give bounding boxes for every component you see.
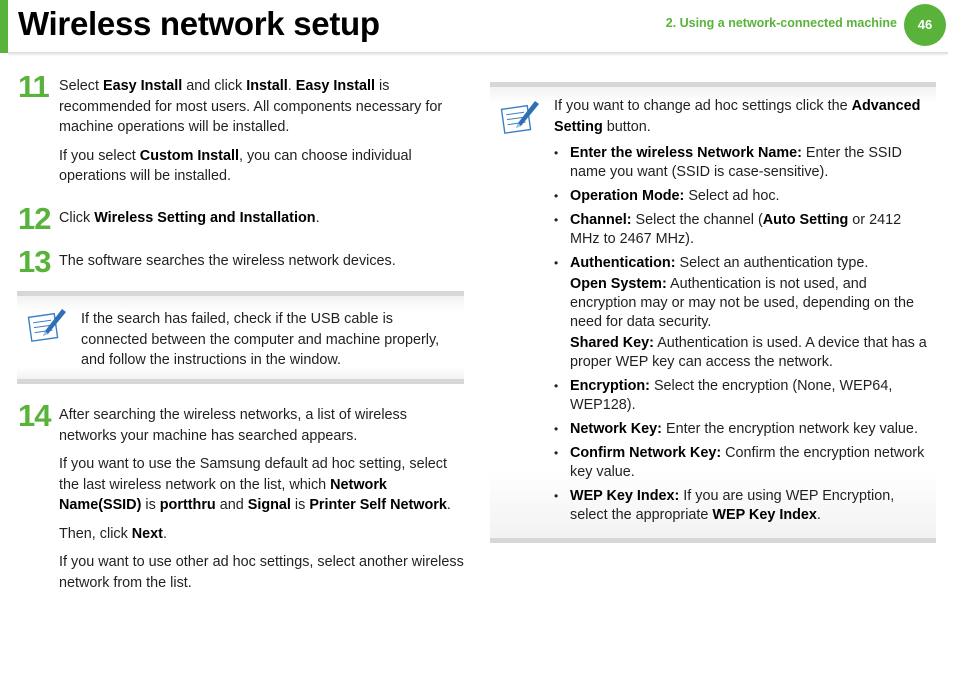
- note-text: If the search has failed, check if the USB cable is connected between the computer and machine properly, and follow the instructions in the window.: [81, 311, 440, 368]
- list-item: • Operation Mode: Select ad hoc.: [554, 187, 932, 206]
- list-item: • Channel: Select the channel (Auto Setting or 2412 MHz to 2467 MHz).: [554, 211, 932, 249]
- list-item: • Enter the wireless Network Name: Enter the SSID name you want (SSID is case-sensitive).: [554, 144, 932, 182]
- page-number-badge: 46: [904, 4, 946, 46]
- step-paragraph: If you want to use the Samsung default ad hoc setting, select the last wireless network on the list, which Network Name(SSID) is portthru and Signal is Printer Self Network.: [59, 456, 451, 513]
- step-12: [18, 201, 464, 237]
- note-pencil-icon: [499, 99, 543, 137]
- chapter-link[interactable]: 2. Using a network-connected machine: [665, 16, 897, 30]
- list-item: • Confirm Network Key: Confirm the encryption network key value.: [554, 444, 932, 482]
- note-box-advanced-settings: [490, 82, 936, 543]
- step-paragraph: The software searches the wireless network devices.: [59, 253, 396, 269]
- list-item: • Network Key: Enter the encryption network key value.: [554, 420, 932, 439]
- step-13: [18, 244, 464, 280]
- step-paragraph: If you want to use other ad hoc settings, select another wireless network from the list.: [59, 554, 464, 591]
- step-paragraph: Then, click Next.: [59, 525, 167, 542]
- step-paragraph: After searching the wireless networks, a list of wireless networks your machine has searched appears.: [59, 407, 407, 444]
- sub-item: Open System: Authentication is not used, and encryption may or may not be used, depending on the need for data security.: [570, 276, 914, 330]
- page-title: Wireless network setup: [18, 5, 380, 42]
- settings-list: [554, 144, 932, 525]
- step-paragraph: Click Wireless Setting and Installation.: [59, 210, 320, 226]
- list-item: • WEP Key Index: If you are using WEP Encryption, select the appropriate WEP Key Index.: [554, 487, 932, 525]
- list-item: • Authentication: Select an authentication type. Open System: Authentication is not used, and encryption may or may not be used, depending on the need for data security. Shared Key: Authentication is used. A device that has a proper WEP key can access the network.: [554, 254, 932, 372]
- note-intro: If you want to change ad hoc settings click the Advanced Setting button.: [554, 98, 921, 135]
- step-number: 12: [18, 201, 51, 236]
- header-accent-bar: [0, 0, 8, 53]
- step-14: [18, 398, 464, 601]
- step-number: 14: [18, 398, 51, 433]
- note-pencil-icon: [26, 307, 70, 345]
- step-number: 11: [18, 69, 49, 104]
- step-paragraph: Select Easy Install and click Install. Easy Install is recommended for most users. All components necessary for machine operations will be installed.: [59, 78, 443, 135]
- sub-item: Shared Key: Authentication is used. A device that has a proper WEP key can access the network.: [570, 335, 927, 370]
- step-paragraph: If you select Custom Install, you can choose individual operations will be installed.: [59, 147, 412, 184]
- step-11: [18, 69, 464, 195]
- header-divider: [8, 52, 948, 56]
- list-item: • Encryption: Select the encryption (None, WEP64, WEP128).: [554, 377, 932, 415]
- step-number: 13: [18, 244, 51, 279]
- note-box: [17, 291, 464, 384]
